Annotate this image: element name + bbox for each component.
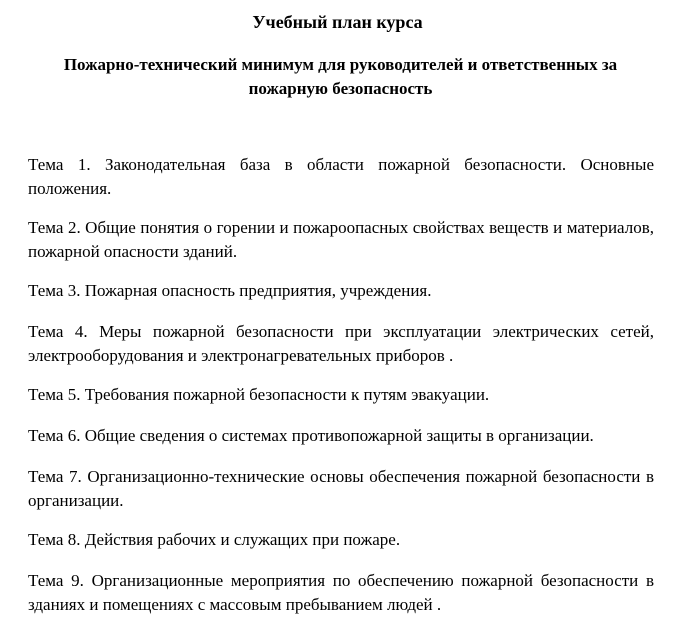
topic-item-3: Тема 3. Пожарная опасность предприятия, учреждения. bbox=[28, 281, 432, 300]
topic-item-6: Тема 6. Общие сведения о системах противопожарной защиты в организации. bbox=[28, 426, 594, 445]
topic-item-2: Тема 2. Общие понятия о горении и пожароопасных свойствах веществ и материалов, пожарной опасности зданий. bbox=[28, 218, 654, 261]
topic-item-9: Тема 9. Организационные мероприятия по обеспечению пожарной безопасности в зданиях и помещениях с массовым пребыванием людей . bbox=[28, 571, 654, 614]
topic-item-5: Тема 5. Требования пожарной безопасности к путям эвакуации. bbox=[28, 385, 490, 404]
document-title: Учебный план курса bbox=[252, 12, 423, 32]
topic-item-1: Тема 1. Законодательная база в области пожарной безопасности. Основные положения. bbox=[28, 155, 654, 198]
topic-item-7: Тема 7. Организационно-технические основы обеспечения пожарной безопасности в организации. bbox=[28, 467, 654, 510]
topic-item-8: Тема 8. Действия рабочих и служащих при пожаре. bbox=[28, 530, 401, 549]
topic-list bbox=[28, 153, 654, 632]
document-subtitle: Пожарно-технический минимум для руководителей и ответственных за пожарную безопасность bbox=[63, 55, 618, 98]
topic-item-4: Тема 4. Меры пожарной безопасности при эксплуатации электрических сетей, электрооборудования и электронагревательных приборов . bbox=[28, 322, 654, 365]
